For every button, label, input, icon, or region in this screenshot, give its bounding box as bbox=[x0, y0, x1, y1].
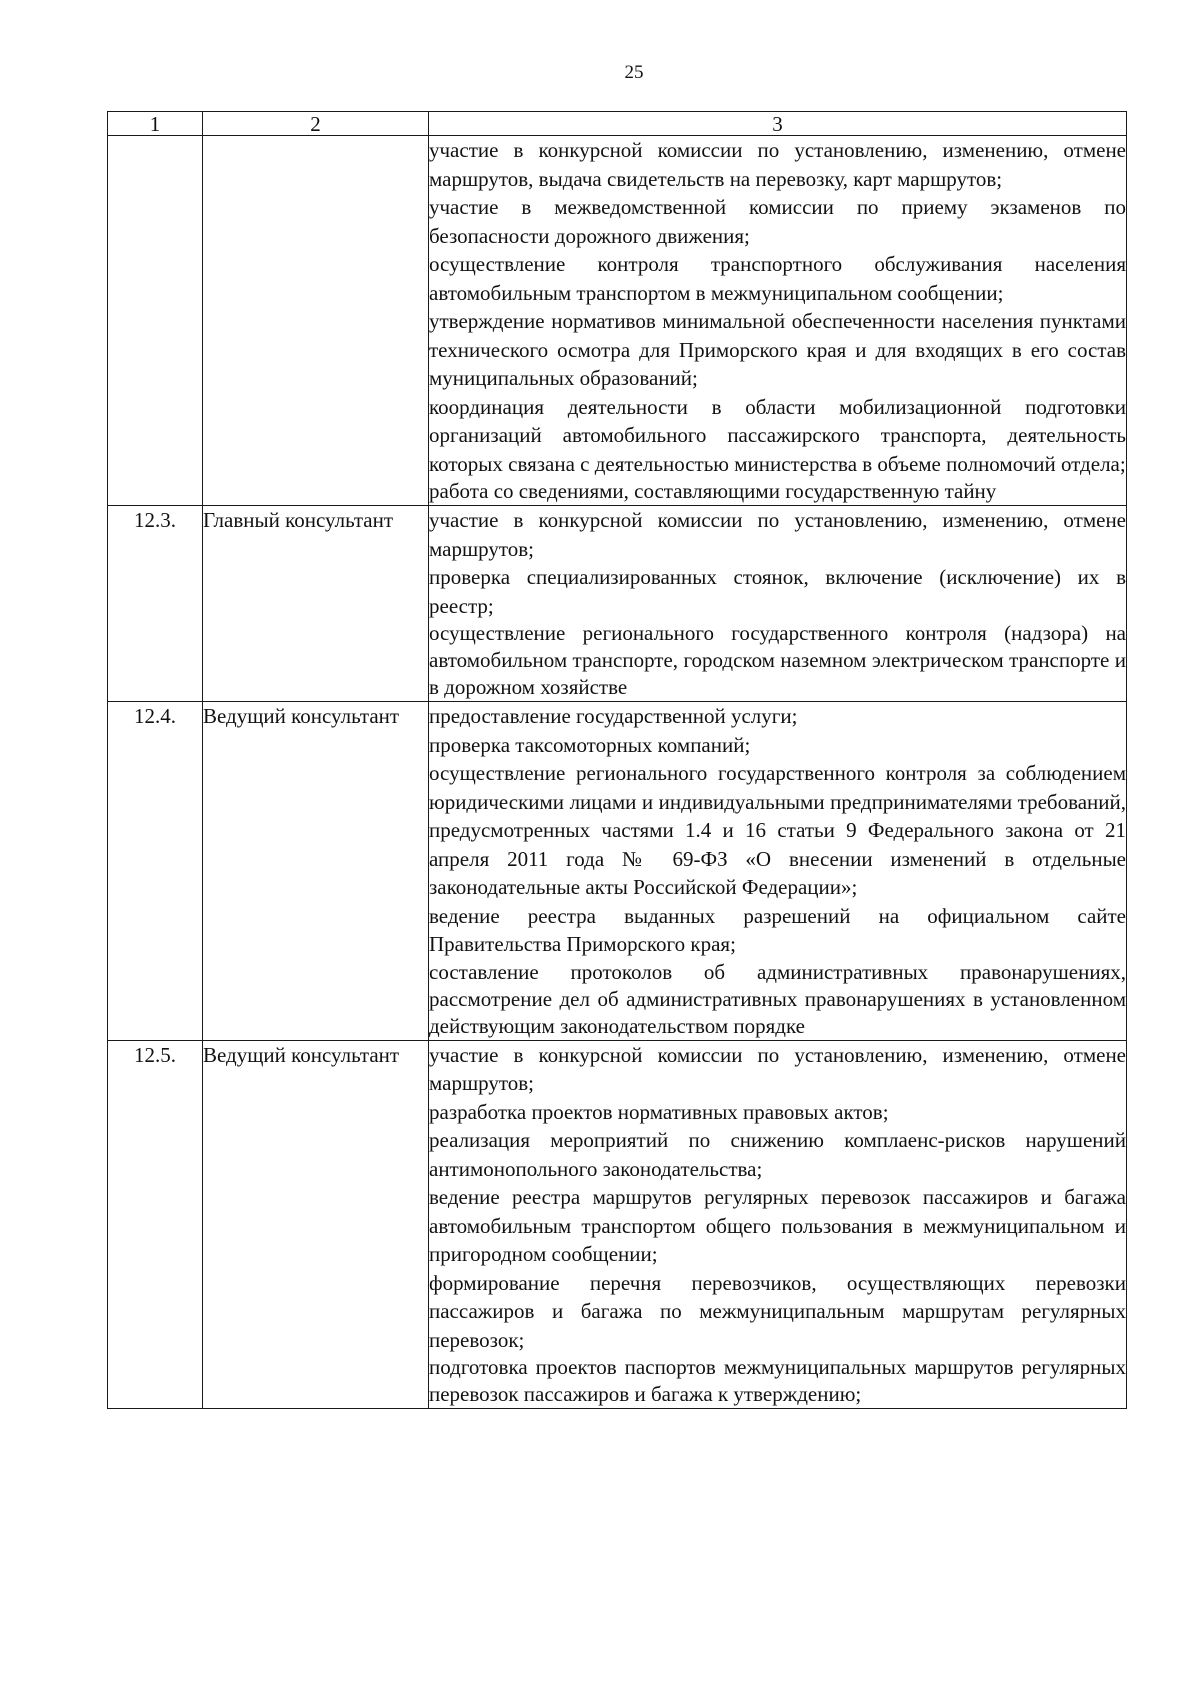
table-row bbox=[108, 1040, 1127, 1409]
table-header-row bbox=[108, 112, 1127, 136]
duties-cell bbox=[429, 136, 1127, 506]
duty-item: работа со сведениями, составляющими государственную тайну bbox=[429, 479, 997, 503]
duty-item: подготовка проектов паспортов межмуниципальных маршрутов регулярных перевозок пассажиров и багажа к утверждению; bbox=[429, 1355, 1126, 1406]
duty-item: участие в межведомственной комиссии по приему экзаменов по безопасности дорожного движения; bbox=[429, 195, 1126, 248]
row-number-cell bbox=[108, 136, 203, 506]
position-title-cell: Главный консультант bbox=[203, 506, 429, 702]
duty-item: участие в конкурсной комиссии по установлению, изменению, отмене маршрутов; bbox=[429, 508, 1126, 561]
duty-item: составление протоколов об административных правонарушениях, рассмотрение дел об административных правонарушениях в установленном действующим законодательством порядке bbox=[429, 959, 1126, 1038]
position-title-cell bbox=[203, 136, 429, 506]
row-number-cell: 12.3. bbox=[108, 506, 203, 702]
duty-item: формирование перечня перевозчиков, осуществляющих перевозки пассажиров и багажа по межмуниципальным маршрутам регулярных перевозок; bbox=[429, 1270, 1126, 1352]
row-number-cell: 12.4. bbox=[108, 702, 203, 1041]
duty-item: ведение реестра маршрутов регулярных перевозок пассажиров и багажа автомобильным транспортом общего пользования в межмуниципальном и пригородном сообщении; bbox=[429, 1185, 1126, 1266]
duty-item: утверждение нормативов минимальной обеспеченности населения пунктами технического осмотра для Приморского края и для входящих в его состав муниципальных образований; bbox=[429, 309, 1126, 390]
duties-cell bbox=[429, 702, 1127, 1041]
table-body bbox=[108, 136, 1127, 1409]
duty-item: проверка таксомоторных компаний; bbox=[429, 732, 751, 757]
row-number-cell: 12.5. bbox=[108, 1040, 203, 1409]
duty-item: осуществление регионального государственного контроля за соблюдением юридическими лицами и индивидуальными предпринимателями требований, предусмотренных частями 1.4 и 16 статьи 9 Федерального закона от 21 апреля 2011 года № 69-ФЗ «О внесении изменений в отдельные законодательные акты Российской Федерации»; bbox=[429, 761, 1126, 899]
position-title-cell: Ведущий консультант bbox=[203, 702, 429, 1041]
duty-item: реализация мероприятий по снижению комплаенс-рисков нарушений антимонопольного законодательства; bbox=[429, 1128, 1126, 1181]
duty-item: разработка проектов нормативных правовых актов; bbox=[429, 1099, 889, 1124]
duties-table bbox=[107, 111, 1127, 1409]
table-row bbox=[108, 702, 1127, 1041]
column-header-duties: 3 bbox=[429, 112, 1127, 136]
duties-cell bbox=[429, 1040, 1127, 1409]
position-title-cell: Ведущий консультант bbox=[203, 1040, 429, 1409]
duty-item: участие в конкурсной комиссии по установлению, изменению, отмене маршрутов; bbox=[429, 1042, 1126, 1095]
table-row bbox=[108, 136, 1127, 506]
table-row bbox=[108, 506, 1127, 702]
column-header-number: 1 bbox=[108, 112, 203, 136]
duty-item: осуществление регионального государственного контроля (надзора) на автомобильном транспорте, городском наземном электрическом транспорте и в дорожном хозяйстве bbox=[429, 621, 1126, 699]
duty-item: участие в конкурсной комиссии по установлению, изменению, отмене маршрутов, выдача свидетельств на перевозку, карт маршрутов; bbox=[429, 138, 1126, 191]
column-header-position: 2 bbox=[203, 112, 429, 136]
duties-cell bbox=[429, 506, 1127, 702]
page-number: 25 bbox=[624, 62, 644, 83]
duty-item: ведение реестра выданных разрешений на официальном сайте Правительства Приморского края; bbox=[429, 903, 1126, 956]
duty-item: проверка специализированных стоянок, включение (исключение) их в реестр; bbox=[429, 565, 1126, 618]
duty-item: осуществление контроля транспортного обслуживания населения автомобильным транспортом в межмуниципальном сообщении; bbox=[429, 252, 1126, 305]
duty-item: предоставление государственной услуги; bbox=[429, 704, 798, 728]
duty-item: координация деятельности в области мобилизационной подготовки организаций автомобильного пассажирского транспорта, деятельность которых связана с деятельностью министерства в объеме полномочий отдела; bbox=[429, 394, 1126, 476]
